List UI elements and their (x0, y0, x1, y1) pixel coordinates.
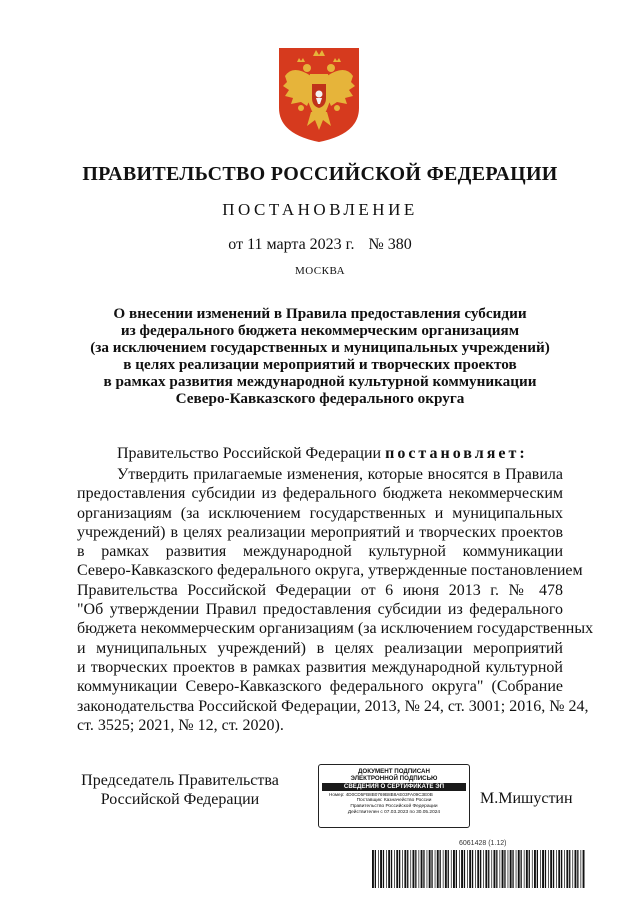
electronic-signature-stamp (318, 764, 470, 828)
stamp-owner: Правительство Российской Федерации (350, 804, 438, 809)
body-line: организациям (за исключением государственных и муниципальных (77, 504, 563, 522)
subject-line: (за исключением государственных и муниципальных учреждений) (90, 339, 550, 356)
preamble-text: Правительство Российской Федерации (117, 445, 382, 462)
preamble-verb: постановляет: (385, 445, 528, 462)
body-line: законодательства Российской Федерации, 2013, № 24, ст. 3001; 2016, № 24, (77, 697, 589, 715)
subject-line: в рамках развития международной культурной коммуникации (103, 373, 537, 390)
body-line: Утвердить прилагаемые изменения, которые вносятся в Правила (117, 466, 563, 483)
body-line: предоставления субсидии из федерального бюджета некоммерческим (77, 485, 563, 503)
government-title: ПРАВИТЕЛЬСТВО РОССИЙСКОЙ ФЕДЕРАЦИИ (82, 163, 558, 185)
decree-date: от 11 марта 2023 г. (228, 236, 355, 253)
preamble (117, 444, 528, 464)
signer-position-line: Председатель Правительства (81, 772, 279, 789)
body-line: учреждений) в целях реализации мероприятий и творческих проектов (77, 523, 563, 541)
document-type: ПОСТАНОВЛЕНИЕ (222, 200, 418, 219)
body-line: "Об утверждении Правил предоставления субсидии из федерального (77, 601, 563, 619)
decree-date-number (0, 236, 640, 254)
stamp-validity: Действителен с 07.03.2023 по 30.05.2024 (347, 810, 441, 815)
signer-position-line: Российской Федерации (100, 791, 260, 808)
signer-name: М.Мишустин (480, 790, 573, 807)
body-line: коммуникации Северо-Кавказского федерального округа" (Собрание (77, 678, 563, 696)
subject-line: Северо-Кавказского федерального округа (175, 390, 465, 407)
barcode-icon (372, 850, 586, 888)
body-line: в рамках развития международной культурной коммуникации (77, 543, 563, 561)
subject-line: из федерального бюджета некоммерческим организациям (120, 322, 520, 339)
stamp-certificate-header: СВЕДЕНИЯ О СЕРТИФИКАТЕ ЭП (322, 783, 466, 791)
document-code: 6061428 (1.12) (459, 840, 507, 847)
decree-body (77, 465, 594, 735)
body-line: Северо-Кавказского федерального округа, утвержденные постановлением (77, 562, 583, 580)
body-line: бюджета некоммерческим организациям (за исключением государственных (77, 620, 594, 638)
body-line: и творческих проектов в рамках развития международной культурной (77, 658, 563, 676)
coat-of-arms-icon (277, 46, 361, 144)
stamp-line: ЭЛЕКТРОННОЙ ПОДПИСЬЮ (350, 775, 438, 782)
body-line: Правительства Российской Федерации от 6 июня 2013 г. № 478 (77, 581, 563, 599)
decree-subject (90, 305, 550, 407)
subject-line: О внесении изменений в Правила предоставления субсидии (113, 305, 527, 322)
stamp-serial: Номер: 4D0CD5FB8B0769B8B8AE03FA09C3E0B (329, 792, 433, 797)
decree-number: № 380 (368, 236, 412, 253)
body-line: ст. 3525; 2021, № 12, ст. 2020). (77, 716, 284, 734)
stamp-issuer: Поставщик: Казначейство России (356, 798, 432, 803)
stamp-line: ДОКУМЕНТ ПОДПИСАН (358, 768, 430, 775)
signer-position (80, 771, 280, 809)
issue-city: МОСКВА (294, 265, 346, 277)
body-line: и муниципальных учреждений) в целях реализации мероприятий (77, 639, 563, 657)
subject-line: в целях реализации мероприятий и творческих проектов (123, 356, 517, 373)
